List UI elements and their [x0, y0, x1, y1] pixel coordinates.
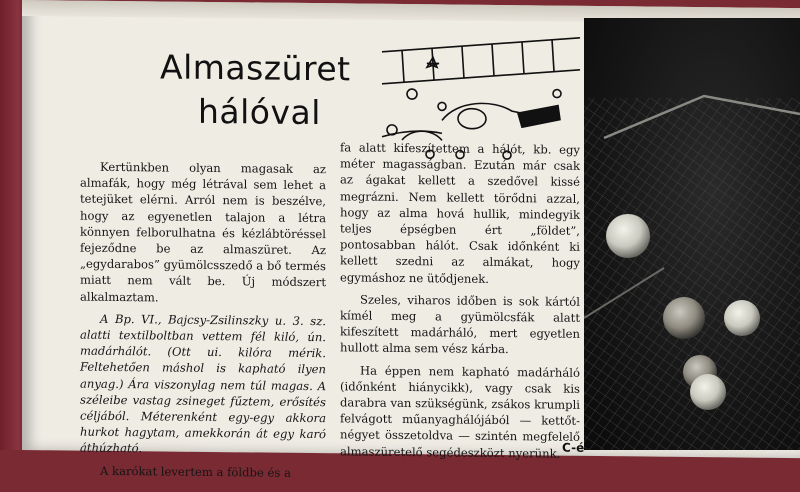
article-column-2	[340, 139, 580, 467]
title-line-2: hálóval	[198, 91, 321, 133]
title-line-1: Almaszüret	[160, 47, 351, 89]
paragraph: Kertünkben olyan magasak az almafák, hogy még létrával sem lehet a tetejüket elérni. Arról nem is beszélve, hogy az egyenetlen talajon a létra könnyen felborulhatna és kézlábtöréssel fejeződne be az almaszüret. Az „egydarabos” gyümölcsszedő a bő termés miatt nem vált be. Új módszert alkalmaztam.	[80, 159, 326, 305]
paragraph: Ha éppen nem kapható madárháló (időnként hiánycikk), vagy csak kis darabra van szükségünk, zsákos krumpli felvágott műanyaghálójából — kettőt-négyet összetoldva — szintén megfelelő almaszüretelő segédeszközt nyerünk.	[340, 363, 580, 461]
paragraph: Szeles, viharos időben is sok kártól kímél meg a gyümölcsfák alatt kifeszített madárháló, mert egyetlen hullott alma sem vész kárba.	[340, 292, 580, 357]
author-signature: C-é	[562, 440, 585, 455]
apple-net-photo	[584, 18, 800, 450]
article-title	[160, 45, 351, 135]
paragraph: A Bp. VI., Bajcsy-Zsilinszky u. 3. sz. alatti textilboltban vettem fél kiló, ún. madárhálót. (Ott ui. kilóra mérik. Feltehetően máshol is kapható ilyen anyag.) Ára viszonylag nem túl magas. A széleibe vastag zsineget fűztem, erősítés céljából. Méterenként egy-egy akkora hurkot hagytam, amekkorán át egy karó áthúzható.	[80, 311, 326, 456]
paragraph: A karókat levertem a földbe és a	[100, 463, 291, 480]
paragraph: fa alatt kifeszítettem a hálót, kb. egy méter magasságban. Ezután már csak az ágakat kellett a szedővel kissé megrázni. Nem kellett törődni azzal, hogy az alma hová hullik, mindegyik teljes épségben ért „földet”, pontosabban hálót. Csak időnként ki kellett szedni az almákat, hogy egymáshoz ne ütődjenek.	[340, 140, 580, 286]
article-column-1	[80, 159, 326, 487]
